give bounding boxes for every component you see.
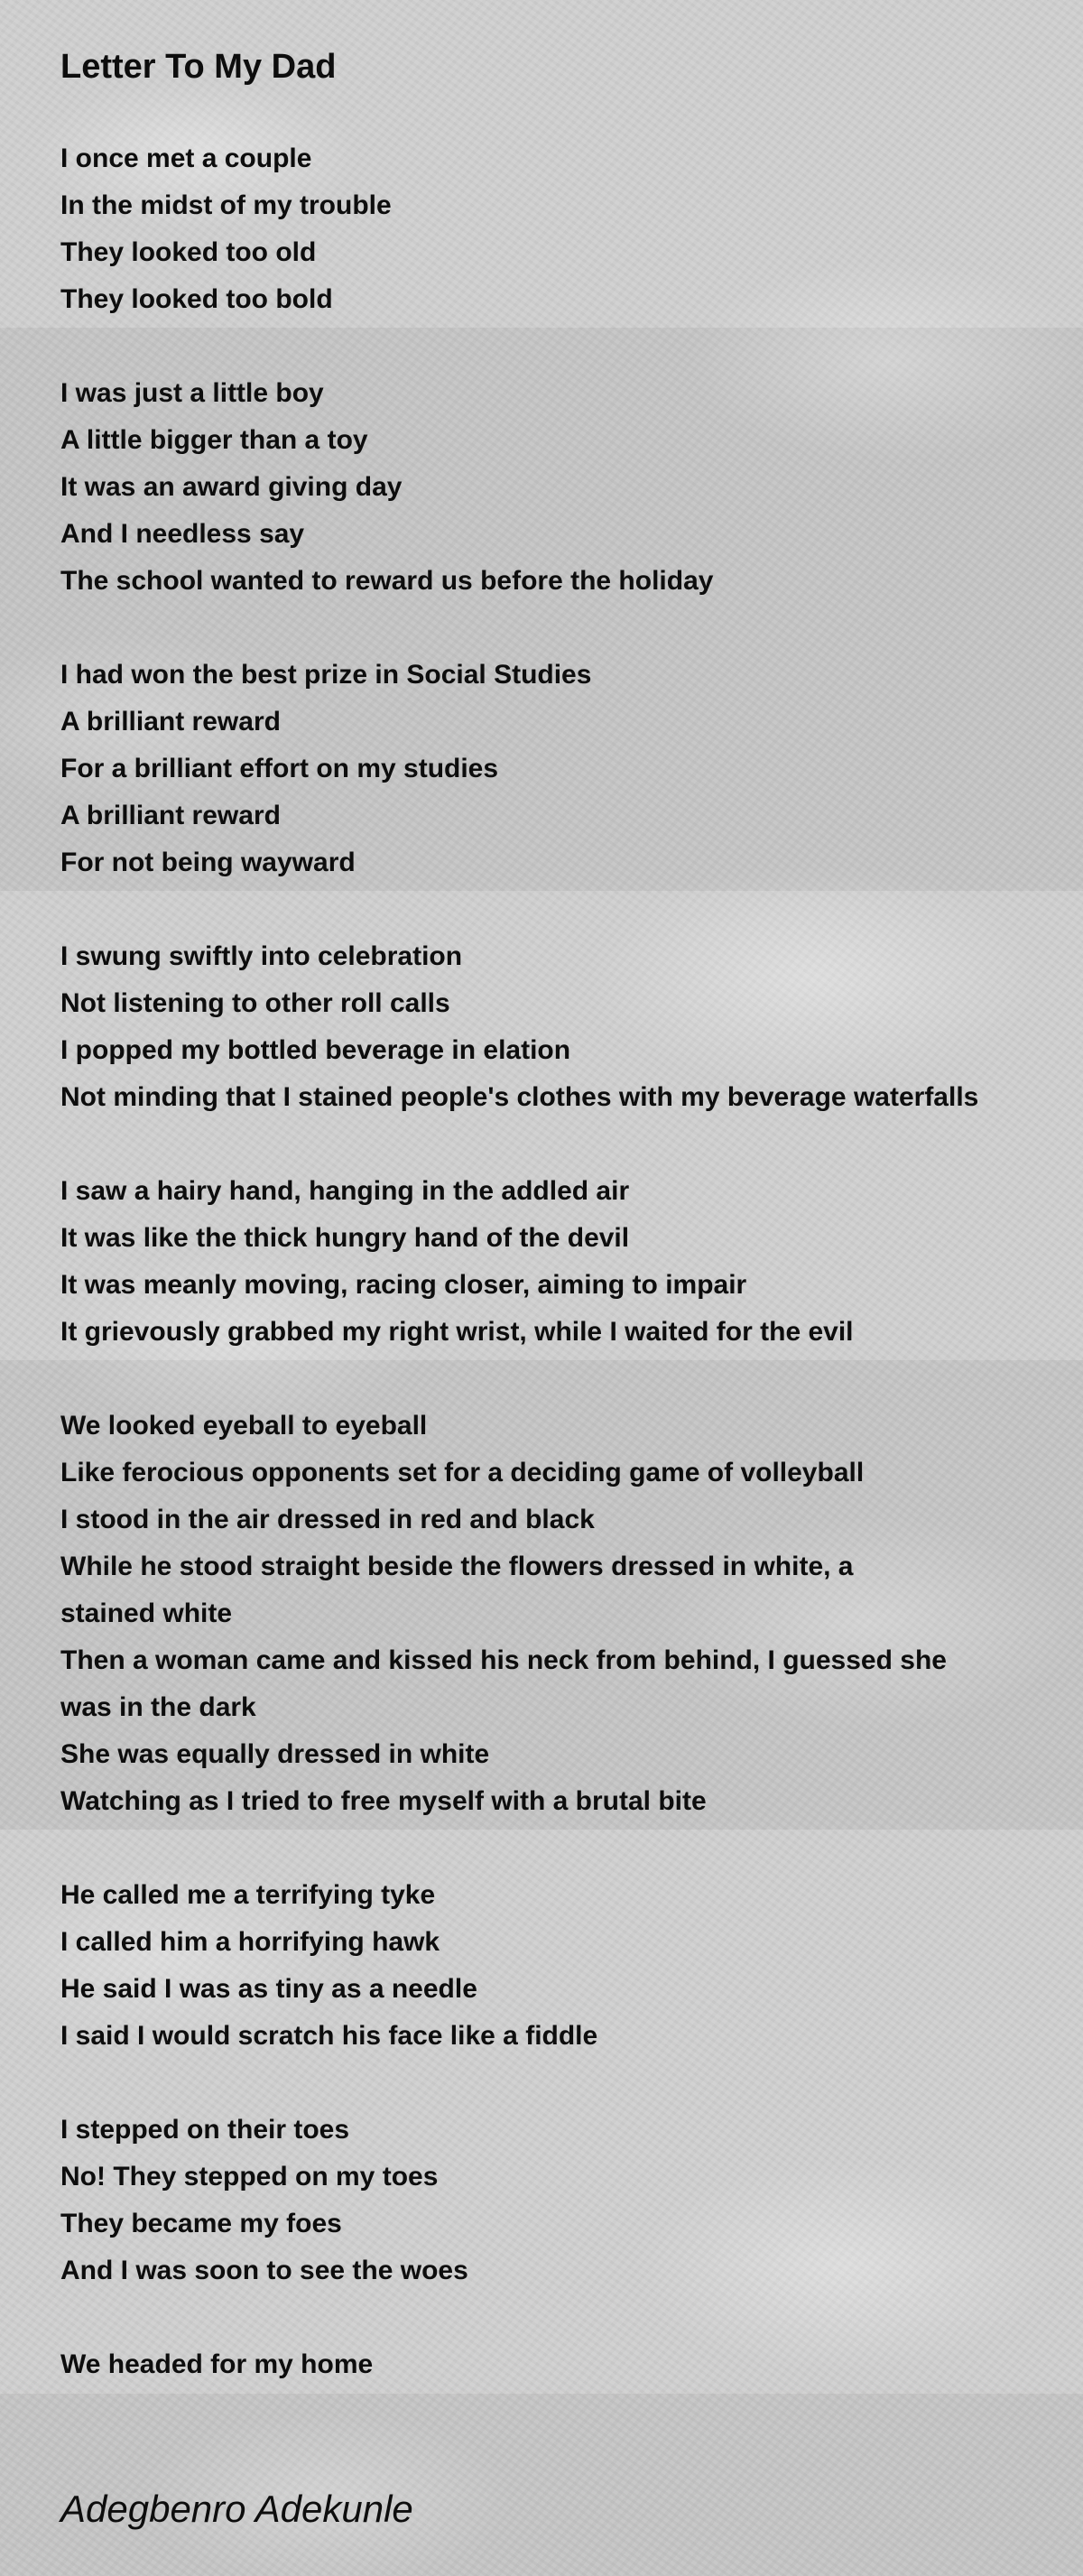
poem-line: I stepped on their toes [60, 2115, 350, 2145]
poem-stanza [60, 933, 1071, 1121]
poem-line: I said I would scratch his face like a fiddle [60, 2021, 598, 2051]
poem-line: And I needless say [60, 519, 305, 549]
poem-stanza [60, 135, 1071, 323]
poem-line: It was like the thick hungry hand of the devil [60, 1223, 630, 1253]
poem-line: Not listening to other roll calls [60, 988, 450, 1018]
poem-line: A little bigger than a toy [60, 425, 368, 455]
poem-line: A brilliant reward [60, 801, 281, 830]
poem-line: In the midst of my trouble [60, 190, 392, 220]
poem-stanza [60, 652, 1071, 886]
poem-line: A brilliant reward [60, 707, 281, 737]
poem-line: While he stood straight beside the flowers dressed in white, a [60, 1552, 854, 1581]
poem-line: I swung swiftly into celebration [60, 941, 463, 971]
poem-line: I once met a couple [60, 144, 312, 173]
poem-stanza [60, 1872, 1071, 2060]
poem-stanza [60, 2341, 1071, 2388]
poem-line: The school wanted to reward us before the holiday [60, 566, 714, 596]
poem-line: was in the dark [60, 1692, 256, 1722]
poem-title: Letter To My Dad [60, 48, 337, 86]
poem-line: Then a woman came and kissed his neck from behind, I guessed she [60, 1645, 947, 1675]
poem-line: They looked too old [60, 237, 317, 267]
poem-line: For not being wayward [60, 848, 356, 877]
poem-line: Watching as I tried to free myself with a brutal bite [60, 1786, 707, 1816]
poem-line: We looked eyeball to eyeball [60, 1411, 428, 1441]
poem-stanza [60, 2107, 1071, 2294]
poem-line: They became my foes [60, 2209, 342, 2238]
poem-author: Adegbenro Adekunle [60, 2488, 413, 2530]
poem-stanza [60, 370, 1071, 605]
poem-line: We headed for my home [60, 2349, 374, 2379]
poem-line: stained white [60, 1598, 233, 1628]
poem-line: It grievously grabbed my right wrist, while I waited for the evil [60, 1317, 854, 1347]
poem-line: They looked too bold [60, 284, 333, 314]
poem-line: He called me a terrifying tyke [60, 1880, 436, 1910]
poem-line: It was meanly moving, racing closer, aiming to impair [60, 1270, 747, 1300]
poem-line: And I was soon to see the woes [60, 2256, 468, 2285]
poem-body [60, 135, 1071, 2435]
poem-line: I called him a horrifying hawk [60, 1927, 440, 1957]
poem-line: She was equally dressed in white [60, 1739, 490, 1769]
poem-line: I was just a little boy [60, 378, 324, 408]
poem-stanza [60, 1403, 1071, 1825]
poem-line: Like ferocious opponents set for a deciding game of volleyball [60, 1458, 865, 1487]
poem-line: For a brilliant effort on my studies [60, 754, 499, 783]
poem-line: I stood in the air dressed in red and black [60, 1505, 595, 1534]
poem-line: I had won the best prize in Social Studies [60, 660, 592, 690]
poem-line: I saw a hairy hand, hanging in the addled air [60, 1176, 630, 1206]
poem-stanza [60, 1168, 1071, 1356]
poem-line: Not minding that I stained people's clothes with my beverage waterfalls [60, 1082, 979, 1112]
poem-line: It was an award giving day [60, 472, 403, 502]
poem-line: I popped my bottled beverage in elation [60, 1035, 571, 1065]
poem-line: He said I was as tiny as a needle [60, 1974, 477, 2004]
poem-line: No! They stepped on my toes [60, 2162, 439, 2191]
